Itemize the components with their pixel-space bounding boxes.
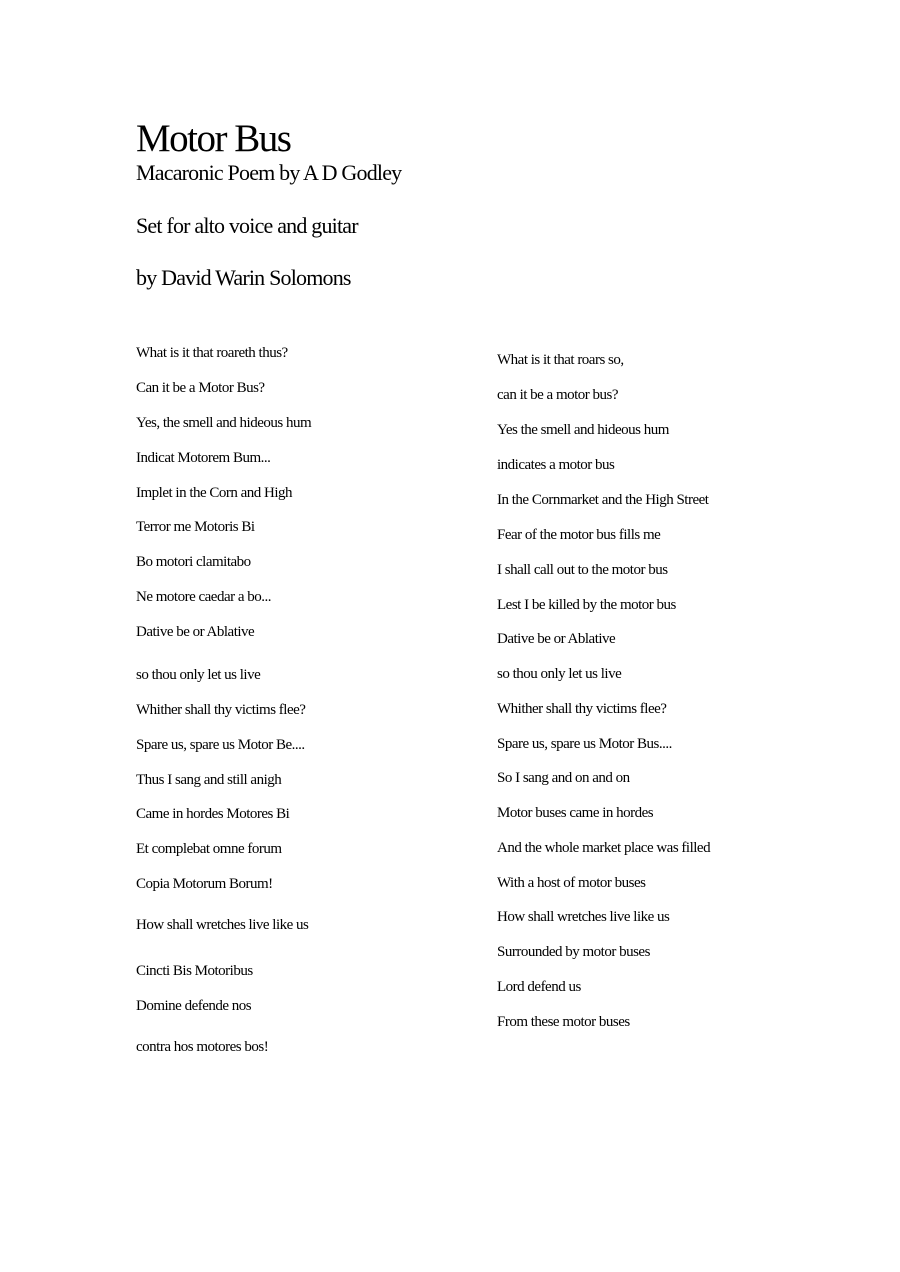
english-line: Spare us, spare us Motor Bus....	[497, 736, 672, 752]
latin-line: Bo motori clamitabo	[136, 554, 251, 570]
english-line: Motor buses came in hordes	[497, 805, 654, 821]
poem-title: Motor Bus	[136, 117, 291, 160]
english-line: Dative be or Ablative	[497, 631, 616, 647]
english-line: indicates a motor bus	[497, 457, 615, 473]
english-line: Fear of the motor bus fills me	[497, 527, 661, 543]
english-line: can it be a motor bus?	[497, 387, 619, 403]
latin-line: Spare us, spare us Motor Be....	[136, 737, 305, 753]
english-line: so thou only let us live	[497, 666, 622, 682]
latin-line: Ne motore caedar a bo...	[136, 589, 272, 605]
latin-line: Whither shall thy victims flee?	[136, 702, 306, 718]
latin-line: What is it that roareth thus?	[136, 345, 288, 361]
latin-line: Terror me Motoris Bi	[136, 519, 255, 535]
latin-line: Thus I sang and still anigh	[136, 772, 282, 788]
english-line: What is it that roars so,	[497, 352, 624, 368]
english-line: Surrounded by motor buses	[497, 944, 650, 960]
latin-line: Came in hordes Motores Bi	[136, 806, 290, 822]
latin-line: Yes, the smell and hideous hum	[136, 415, 312, 431]
english-line: And the whole market place was filled	[497, 840, 711, 856]
english-line: Lord defend us	[497, 979, 581, 995]
latin-line: How shall wretches live like us	[136, 917, 309, 933]
latin-line: Implet in the Corn and High	[136, 485, 293, 501]
latin-line: so thou only let us live	[136, 667, 261, 683]
latin-line: contra hos motores bos!	[136, 1039, 269, 1055]
english-line: I shall call out to the motor bus	[497, 562, 668, 578]
latin-line: Cincti Bis Motoribus	[136, 963, 253, 979]
latin-line: Indicat Motorem Bum...	[136, 450, 271, 466]
english-line: Lest I be killed by the motor bus	[497, 597, 676, 613]
english-line: From these motor buses	[497, 1014, 630, 1030]
english-line: Whither shall thy victims flee?	[497, 701, 667, 717]
latin-line: Can it be a Motor Bus?	[136, 380, 265, 396]
poem-author-line: Macaronic Poem by A D Godley	[136, 160, 402, 185]
english-line: Yes the smell and hideous hum	[497, 422, 669, 438]
composer-line: by David Warin Solomons	[136, 265, 351, 290]
latin-line: Domine defende nos	[136, 998, 252, 1014]
latin-line: Copia Motorum Borum!	[136, 876, 273, 892]
english-line: How shall wretches live like us	[497, 909, 670, 925]
english-line: With a host of motor buses	[497, 875, 646, 891]
latin-line: Dative be or Ablative	[136, 624, 255, 640]
english-line: In the Cornmarket and the High Street	[497, 492, 709, 508]
setting-line: Set for alto voice and guitar	[136, 213, 358, 238]
english-line: So I sang and on and on	[497, 770, 630, 786]
latin-line: Et complebat omne forum	[136, 841, 282, 857]
